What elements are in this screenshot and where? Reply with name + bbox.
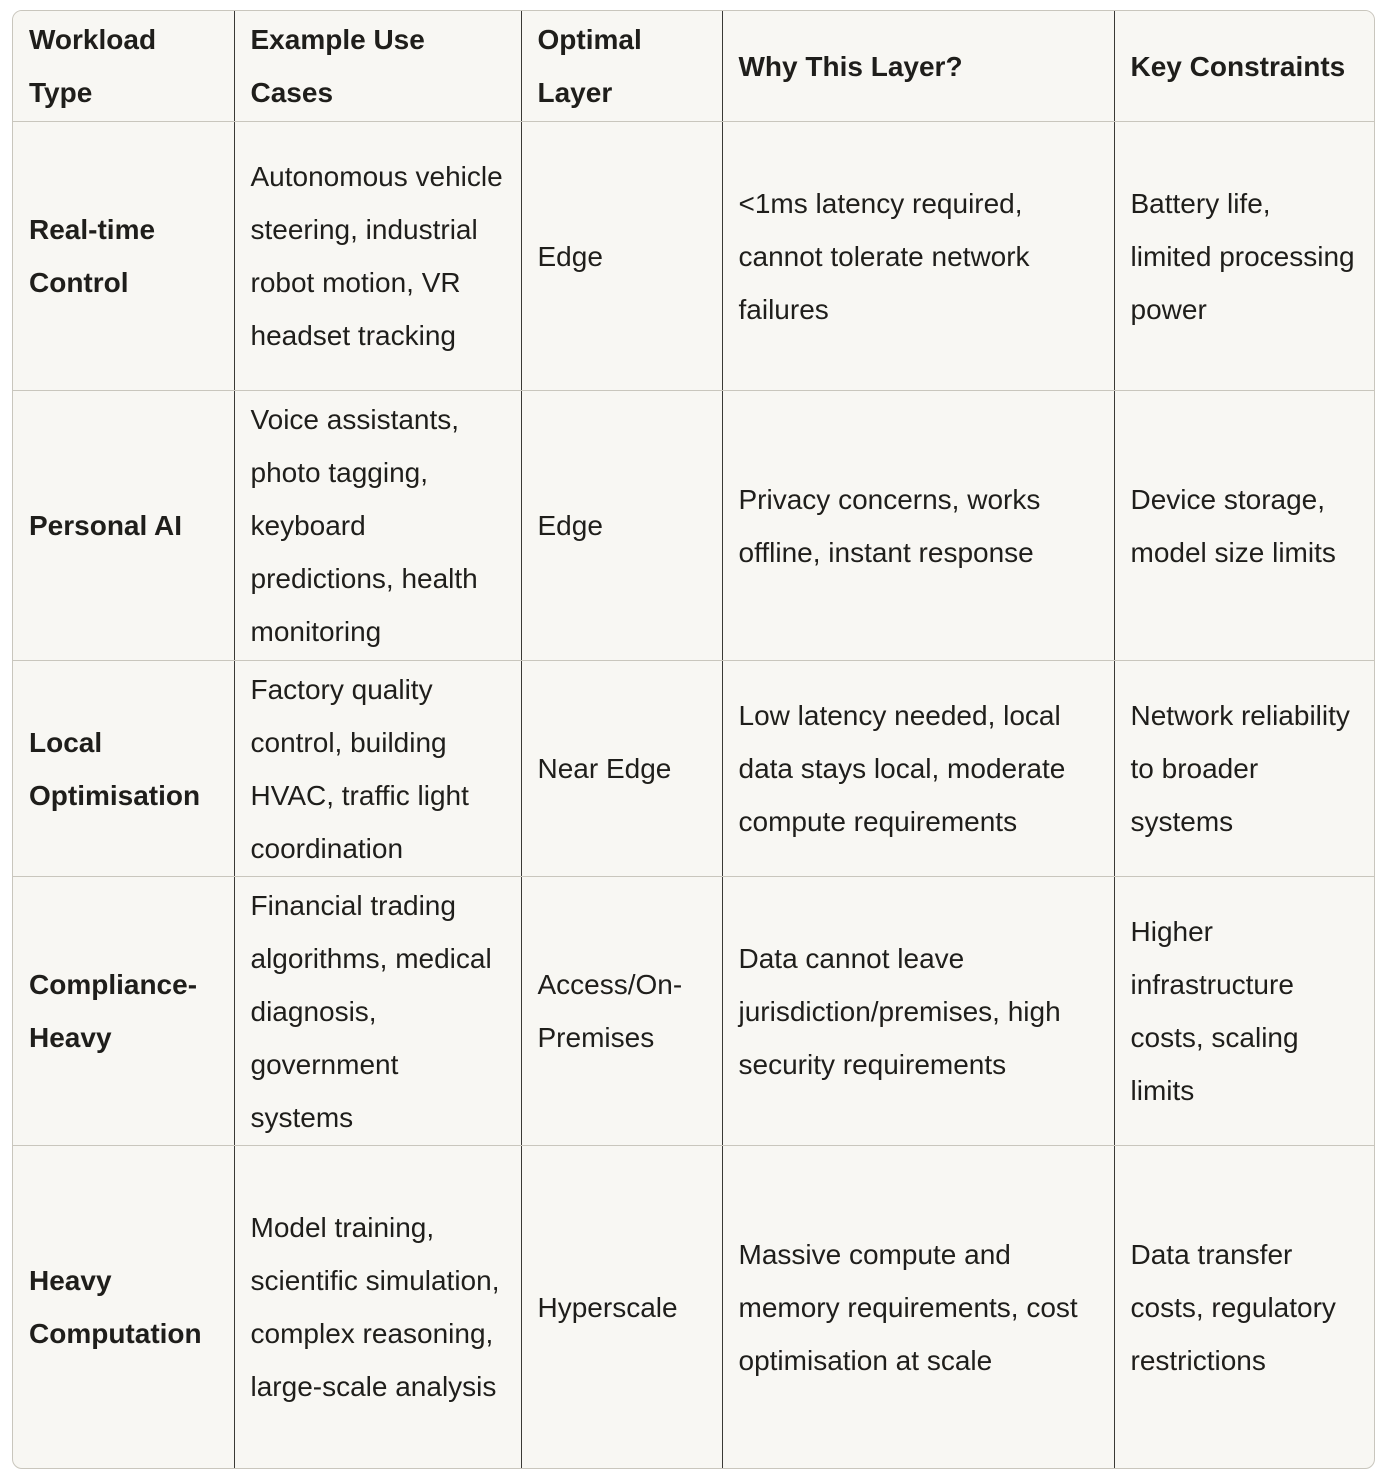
header-optimal-layer: Optimal Layer: [521, 11, 722, 122]
workload-type-cell: Local Optimisation: [13, 661, 234, 877]
table-row: [13, 122, 1374, 391]
workload-type-cell: Compliance-Heavy: [13, 877, 234, 1146]
table-row: [13, 1146, 1374, 1469]
use-cases-cell: Autonomous vehicle steering, industrial robot motion, VR headset tracking: [234, 122, 521, 391]
why-layer-cell: Data cannot leave jurisdiction/premises, high security requirements: [722, 877, 1114, 1146]
workload-type-cell: Personal AI: [13, 391, 234, 661]
table-row: [13, 391, 1374, 661]
header-why-this-layer: Why This Layer?: [722, 11, 1114, 122]
why-layer-cell: <1ms latency required, cannot tolerate network failures: [722, 122, 1114, 391]
optimal-layer-cell: Near Edge: [521, 661, 722, 877]
header-workload-type: Workload Type: [13, 11, 234, 122]
use-cases-cell: Voice assistants, photo tagging, keyboard predictions, health monitoring: [234, 391, 521, 661]
why-layer-cell: Low latency needed, local data stays local, moderate compute requirements: [722, 661, 1114, 877]
use-cases-cell: Factory quality control, building HVAC, traffic light coordination: [234, 661, 521, 877]
use-cases-cell: Model training, scientific simulation, complex reasoning, large-scale analysis: [234, 1146, 521, 1469]
optimal-layer-cell: Hyperscale: [521, 1146, 722, 1469]
key-constraints-cell: Higher infrastructure costs, scaling limits: [1114, 877, 1374, 1146]
workload-table: [13, 11, 1374, 1468]
key-constraints-cell: Data transfer costs, regulatory restrictions: [1130, 1238, 1336, 1376]
use-cases-cell: Financial trading algorithms, medical diagnosis, government systems: [234, 877, 521, 1146]
workload-table-container: [12, 10, 1375, 1469]
workload-type-cell: Real-time Control: [13, 122, 234, 391]
table-row: [13, 877, 1374, 1146]
table-row: [13, 661, 1374, 877]
header-key-constraints: Key Constraints: [1114, 11, 1374, 122]
optimal-layer-cell: Edge: [521, 391, 722, 661]
key-constraints-cell: Network reliability to broader systems: [1114, 661, 1374, 877]
workload-type-cell: Heavy Computation: [13, 1146, 234, 1469]
header-example-use-cases: Example Use Cases: [234, 11, 521, 122]
table-header-row: [13, 11, 1374, 122]
optimal-layer-cell: Access/On-Premises: [521, 877, 722, 1146]
key-constraints-cell: Battery life, limited processing power: [1114, 122, 1374, 391]
why-layer-cell: Privacy concerns, works offline, instant response: [722, 391, 1114, 661]
key-constraints-cell: Device storage, model size limits: [1114, 391, 1374, 661]
optimal-layer-cell: Edge: [521, 122, 722, 391]
why-layer-cell: Massive compute and memory requirements, cost optimisation at scale: [722, 1146, 1114, 1469]
